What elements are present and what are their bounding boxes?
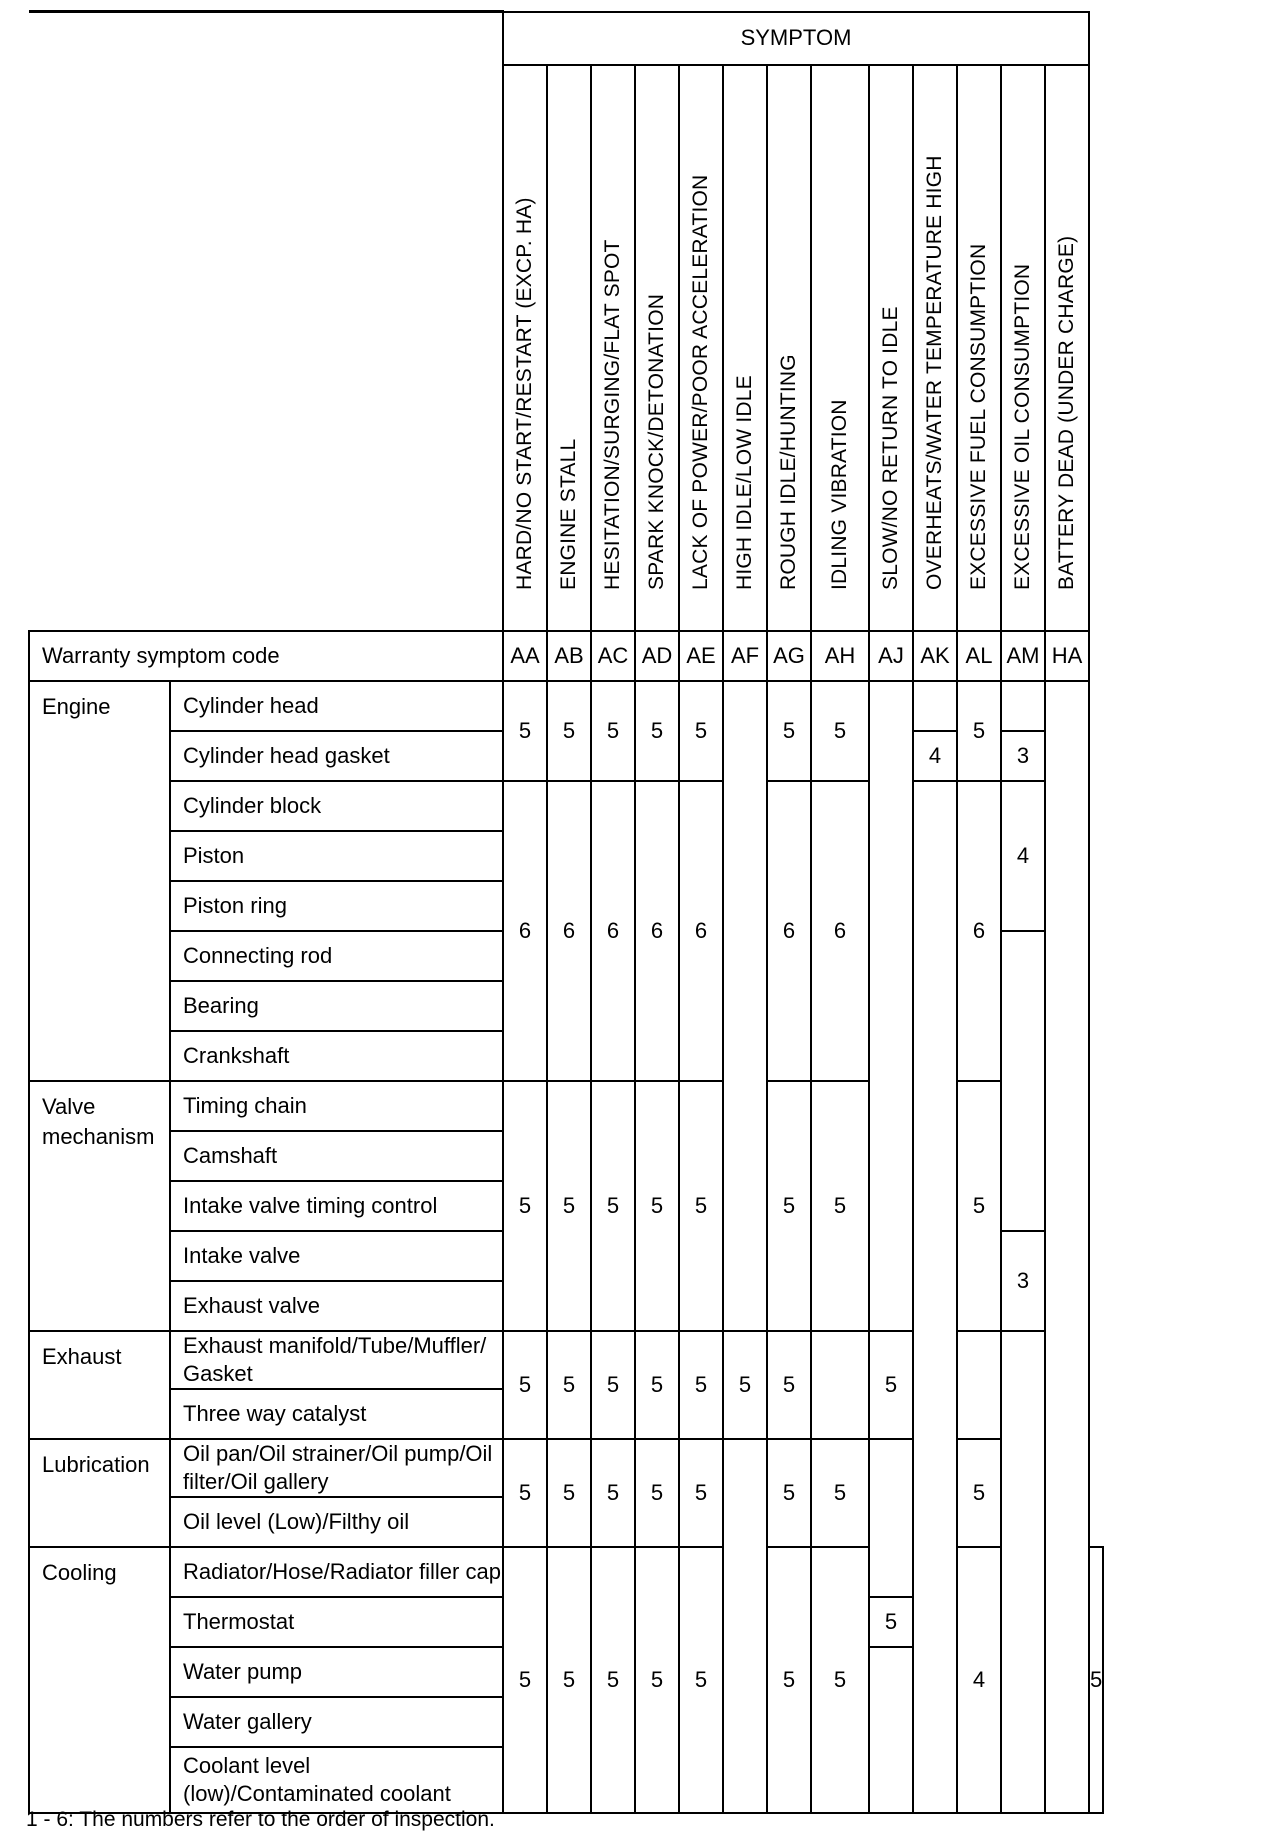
value-cell: 6 [547,781,591,1081]
empty-cell [1001,681,1045,731]
component-row: Piston [170,831,503,881]
symptom-col-ae: LACK OF POWER/POOR ACCELERATION [679,65,723,631]
empty-cell [1045,681,1089,1813]
code-af: AF [723,631,767,681]
code-ah: AH [811,631,869,681]
value-cell: 4 [957,1547,1001,1813]
component-row: Cylinder head gasket [170,731,503,781]
value-cell: 5 [591,1081,635,1331]
blank-corner-cell [29,12,503,631]
value-cell: 5 [591,1331,635,1439]
component-row: Oil pan/Oil strainer/Oil pump/Oil filter/Oil gallery [170,1439,503,1497]
value-cell: 5 [767,1547,811,1813]
code-ak: AK [913,631,957,681]
value-cell: 5 [635,1439,679,1547]
value-cell: 5 [503,1547,547,1813]
component-row: Cylinder head [170,681,503,731]
symptom-col-aj: SLOW/NO RETURN TO IDLE [869,65,913,631]
empty-cell [1001,1331,1045,1813]
footnote: 1 - 6: The numbers refer to the order of inspection. [26,1808,495,1831]
value-cell: 5 [957,1439,1001,1547]
value-cell: 5 [591,1439,635,1547]
value-cell: 6 [679,781,723,1081]
value-cell: 5 [811,681,869,781]
value-cell: 5 [503,1081,547,1331]
code-ad: AD [635,631,679,681]
value-cell: 5 [547,1081,591,1331]
empty-cell [811,1331,869,1439]
value-cell: 5 [811,1547,869,1813]
code-aj: AJ [869,631,913,681]
empty-cell [869,1647,913,1813]
value-cell: 5 [869,1597,913,1647]
value-cell: 4 [1001,781,1045,931]
value-cell: 5 [679,681,723,781]
symptom-col-ac: HESITATION/SURGING/FLAT SPOT [591,65,635,631]
value-cell: 6 [767,781,811,1081]
value-cell: 5 [635,681,679,781]
code-ae: AE [679,631,723,681]
value-cell: 5 [635,1331,679,1439]
value-cell: 5 [591,1547,635,1813]
component-row: Coolant level (low)/Contaminated coolant [170,1747,503,1813]
empty-cell [957,1331,1001,1439]
value-cell: 5 [957,1081,1001,1331]
category-lubrication: Lubrication [29,1439,170,1547]
component-row: Cylinder block [170,781,503,831]
empty-cell [913,781,957,1813]
component-row: Intake valve [170,1231,503,1281]
component-row: Three way catalyst [170,1389,503,1439]
symptom-col-ak: OVERHEATS/WATER TEMPERATURE HIGH [913,65,957,631]
symptom-col-af: HIGH IDLE/LOW IDLE [723,65,767,631]
value-cell: 5 [957,681,1001,781]
value-cell: 5 [767,1331,811,1439]
component-row: Thermostat [170,1597,503,1647]
empty-cell [723,681,767,1331]
value-cell: 3 [1001,731,1045,781]
symptom-col-ag: ROUGH IDLE/HUNTING [767,65,811,631]
code-aa: AA [503,631,547,681]
symptom-col-aa: HARD/NO START/RESTART (EXCP. HA) [503,65,547,631]
engine-noise-symptom-table [28,10,1104,1814]
category-cooling: Cooling [29,1547,170,1813]
component-row: Intake valve timing control [170,1181,503,1231]
value-cell: 5 [723,1331,767,1439]
empty-cell [869,1439,913,1597]
value-cell: 3 [1001,1231,1045,1331]
code-al: AL [957,631,1001,681]
value-cell: 5 [767,1439,811,1547]
empty-cell [723,1439,767,1813]
value-cell: 5 [767,1081,811,1331]
value-cell: 6 [635,781,679,1081]
symptom-col-ah: IDLING VIBRATION [811,65,869,631]
value-cell: 5 [503,1439,547,1547]
value-cell: 5 [591,681,635,781]
code-ha: HA [1045,631,1089,681]
value-cell: 5 [679,1547,723,1813]
category-exhaust: Exhaust [29,1331,170,1439]
value-cell: 5 [547,681,591,781]
value-cell: 5 [503,681,547,781]
symptom-col-am: EXCESSIVE OIL CONSUMPTION [1001,65,1045,631]
empty-cell [869,681,913,1331]
value-cell: 5 [811,1081,869,1331]
value-cell: 5 [767,681,811,781]
value-cell: 5 [635,1547,679,1813]
value-cell: 5 [547,1331,591,1439]
value-cell: 5 [679,1439,723,1547]
symptom-col-ab: ENGINE STALL [547,65,591,631]
empty-cell [1001,931,1045,1231]
component-row: Water pump [170,1647,503,1697]
value-cell: 6 [811,781,869,1081]
component-row: Water gallery [170,1697,503,1747]
component-row: Oil level (Low)/Filthy oil [170,1497,503,1547]
value-cell: 5 [547,1547,591,1813]
symptom-col-ad: SPARK KNOCK/DETONATION [635,65,679,631]
category-engine: Engine [29,681,170,1081]
value-cell: 6 [591,781,635,1081]
value-cell: 4 [913,731,957,781]
component-row: Radiator/Hose/Radiator filler cap [170,1547,503,1597]
component-row: Bearing [170,981,503,1031]
category-valve-mechanism: Valve mechanism [29,1081,170,1331]
value-cell: 5 [869,1331,913,1439]
value-cell: 5 [811,1439,869,1547]
value-cell: 5 [635,1081,679,1331]
component-row: Connecting rod [170,931,503,981]
code-ac: AC [591,631,635,681]
warranty-code-label: Warranty symptom code [29,631,503,681]
component-row: Timing chain [170,1081,503,1131]
value-cell: 5 [679,1081,723,1331]
component-row: Exhaust valve [170,1281,503,1331]
code-am: AM [1001,631,1045,681]
value-cell: 5 [503,1331,547,1439]
component-row: Exhaust manifold/Tube/Muffler/ Gasket [170,1331,503,1389]
value-cell: 6 [957,781,1001,1081]
component-row: Crankshaft [170,1031,503,1081]
empty-cell [913,681,957,731]
symptom-col-ha: BATTERY DEAD (UNDER CHARGE) [1045,65,1089,631]
value-cell: 5 [547,1439,591,1547]
component-row: Camshaft [170,1131,503,1181]
symptom-header: SYMPTOM [503,12,1089,65]
symptom-col-al: EXCESSIVE FUEL CONSUMPTION [957,65,1001,631]
value-cell: 6 [503,781,547,1081]
code-ag: AG [767,631,811,681]
value-cell: 5 [679,1331,723,1439]
value-cell: 5 [1089,1547,1103,1813]
code-ab: AB [547,631,591,681]
component-row: Piston ring [170,881,503,931]
